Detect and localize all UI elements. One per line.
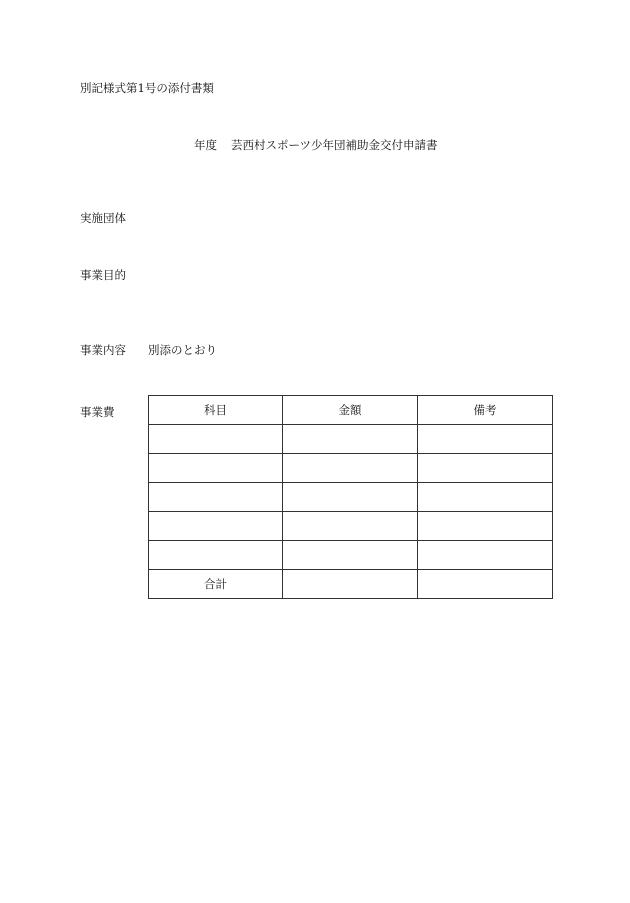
document-title — [194, 137, 438, 153]
table-cell-remarks[interactable] — [418, 483, 553, 512]
column-header-subject: 科目 — [149, 396, 283, 425]
table-row — [149, 425, 553, 454]
table-cell-subject[interactable] — [149, 512, 283, 541]
column-header-remarks: 備考 — [418, 396, 553, 425]
table-cell-remarks[interactable] — [418, 454, 553, 483]
content-label: 事業内容 — [80, 343, 126, 357]
table-cell-amount[interactable] — [283, 541, 418, 570]
title-year-label: 年度 — [194, 138, 217, 152]
total-label: 合計 — [149, 570, 283, 599]
cost-table — [148, 395, 553, 599]
table-cell-remarks[interactable] — [418, 425, 553, 454]
attachment-label: 別記様式第1号の添付書類 — [80, 81, 214, 95]
table-row — [149, 541, 553, 570]
table-cell-subject[interactable] — [149, 454, 283, 483]
table-cell-subject[interactable] — [149, 425, 283, 454]
table-cell-remarks[interactable] — [418, 541, 553, 570]
table-cell-subject[interactable] — [149, 483, 283, 512]
table-cell-amount[interactable] — [283, 483, 418, 512]
table-header-row — [149, 396, 553, 425]
organization-label: 実施団体 — [80, 211, 126, 225]
table-cell-amount[interactable] — [283, 454, 418, 483]
column-header-amount: 金額 — [283, 396, 418, 425]
table-cell-remarks[interactable] — [418, 512, 553, 541]
title-main: 芸西村スポーツ少年団補助金交付申請書 — [231, 138, 438, 152]
table-row — [149, 454, 553, 483]
total-amount-cell[interactable] — [283, 570, 418, 599]
total-remarks-cell[interactable] — [418, 570, 553, 599]
table-row — [149, 483, 553, 512]
table-row — [149, 512, 553, 541]
table-cell-amount[interactable] — [283, 425, 418, 454]
table-total-row — [149, 570, 553, 599]
purpose-label: 事業目的 — [80, 268, 126, 282]
table-cell-subject[interactable] — [149, 541, 283, 570]
table-cell-amount[interactable] — [283, 512, 418, 541]
cost-label: 事業費 — [80, 405, 115, 419]
content-value: 別添のとおり — [148, 343, 217, 357]
